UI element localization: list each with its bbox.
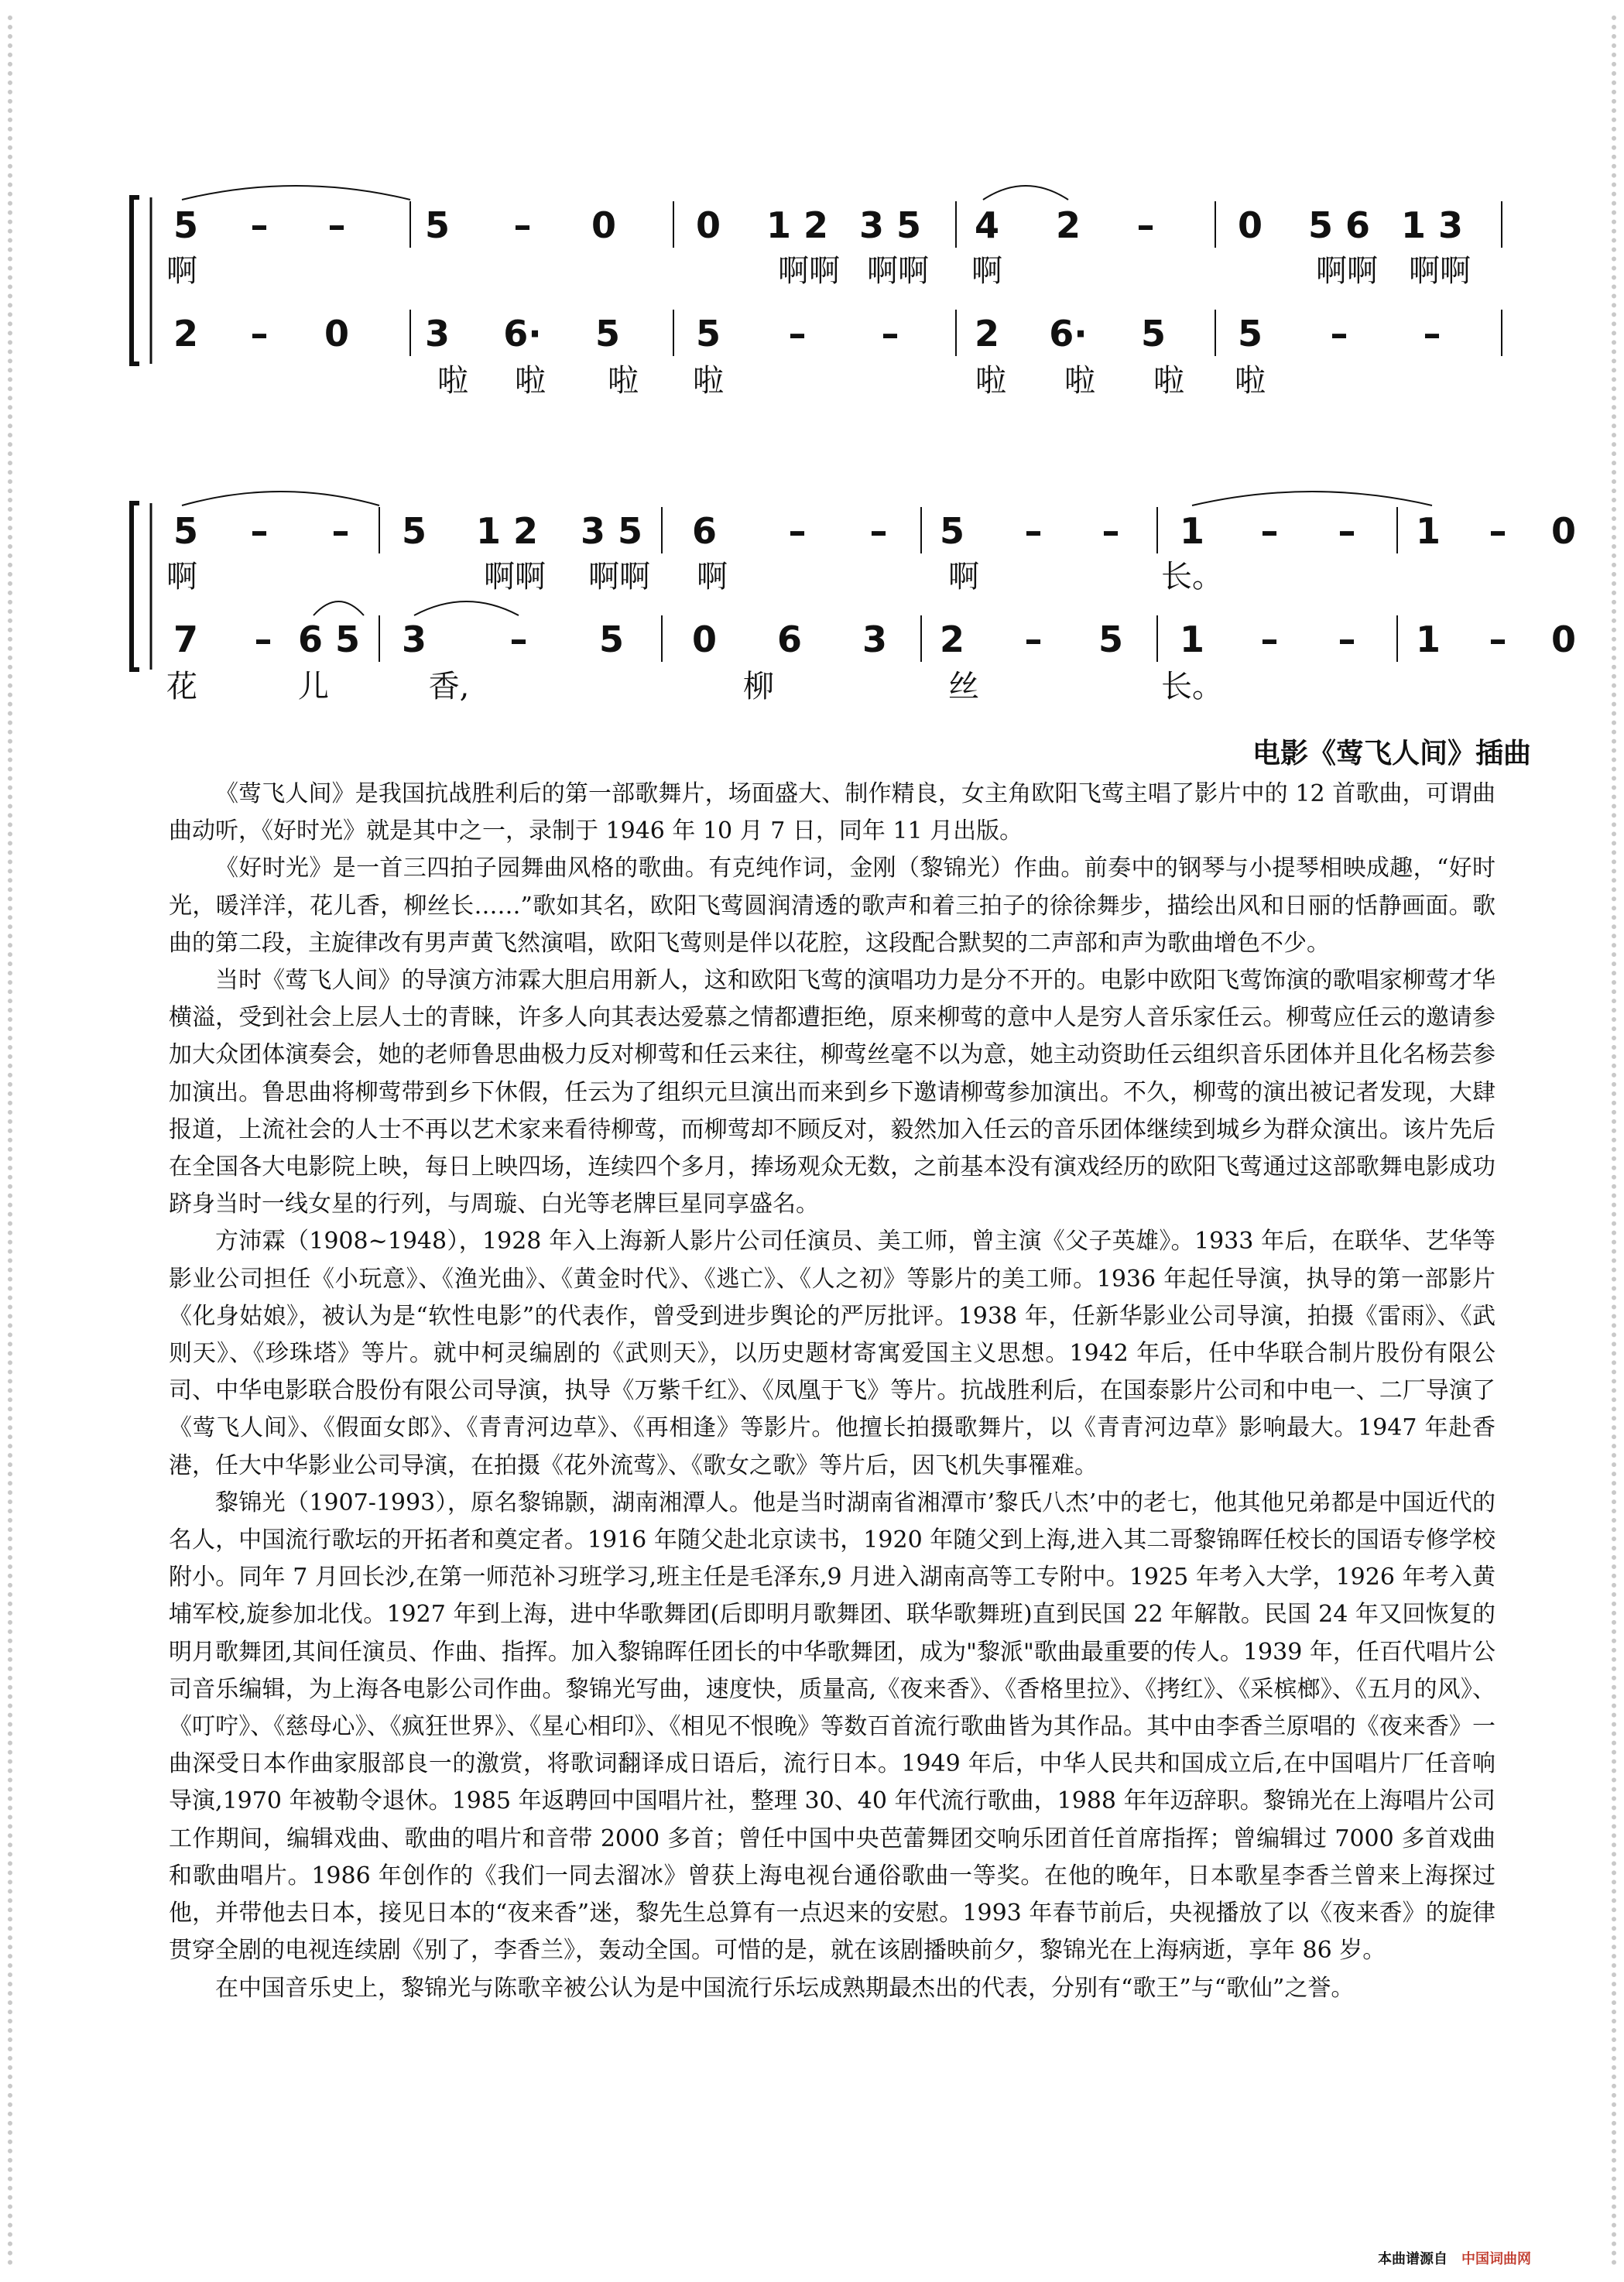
- jianpu-note: 2: [1055, 204, 1081, 246]
- music-score: [116, 163, 1577, 743]
- jianpu-note: 1 3: [1400, 204, 1464, 246]
- score-system-1: [116, 163, 1509, 426]
- slur-arc: [414, 601, 519, 615]
- jianpu-note: 0: [695, 204, 721, 246]
- lyric-syllable: 啦: [1153, 363, 1184, 399]
- jianpu-note: 3: [862, 618, 888, 660]
- article-paragraph: 当时《莺飞人间》的导演方沛霖大胆启用新人，这和欧阳飞莺的演唱功力是分不开的。电影中欧阳飞莺饰演的歌唱家柳莺才华横溢，受到社会上层人士的青睐，许多人向其表达爱慕之情都遭拒绝，原来柳莺的意中人是穷人音乐家任云。柳莺应任云的邀请参加大众团体演奏会，她的老师鲁思曲极力反对柳莺和任云来往，柳莺丝毫不以为意，她主动资助任云组织音乐团体并且化名杨芸参加演出。鲁思曲将柳莺带到乡下休假，任云为了组织元旦演出而来到乡下邀请柳莺参加演出。不久，柳莺的演出被记者发现，大肆报道，上流社会的人士不再以艺术家来看待柳莺，而柳莺却不顾反对，毅然加入任云的音乐团体继续到城乡为群众演出。该片先后在全国各大电影院上映，每日上映四场，连续四个多月，捧场观众无数，之前基本没有演戏经历的欧阳飞莺通过这部歌舞电影成功跻身当时一线女星的行列，与周璇、白光等老牌巨星同享盛名。: [169, 967, 1496, 1218]
- jianpu-note: 3: [424, 313, 451, 355]
- lyric-syllable: 啊啊: [1409, 253, 1471, 289]
- jianpu-note: 5: [1140, 313, 1167, 355]
- article-paragraph: 《好时光》是一首三四拍子园舞曲风格的歌曲。有克纯作词，金刚（黎锦光）作曲。前奏中的钢琴与小提琴相映成趣，“好时光，暖洋洋，花儿香，柳丝长……”歌如其名，欧阳飞莺圆润清透的歌声和着三拍子的徐徐舞步，描绘出风和日丽的恬静画面。歌曲的第二段，主旋律改有男声黄飞然演唱，欧阳飞莺则是伴以花腔，这段配合默契的二声部和声为歌曲增色不少。: [169, 855, 1496, 957]
- jianpu-note: 5: [1237, 313, 1263, 355]
- footer-brand-link[interactable]: 中国词曲网: [1461, 2251, 1531, 2267]
- lyric-syllable: 啊啊: [778, 253, 840, 289]
- lyric-syllable: 啦: [515, 363, 546, 399]
- jianpu-note: 1: [1179, 510, 1205, 552]
- jianpu-note: –: [1260, 618, 1279, 660]
- lyric-syllable: 花: [166, 669, 197, 704]
- jianpu-note: 2: [173, 313, 199, 355]
- jianpu-note: 5: [1098, 618, 1124, 660]
- jianpu-note: 0: [1237, 204, 1263, 246]
- jianpu-note: –: [881, 313, 899, 355]
- jianpu-note: 1: [1179, 618, 1205, 660]
- right-dotted-border: [1595, 15, 1616, 2267]
- jianpu-note: 0: [691, 618, 718, 660]
- jianpu-note: 4: [974, 204, 1000, 246]
- score-lines: [116, 163, 1509, 426]
- article-body: [169, 776, 1496, 2007]
- jianpu-note: –: [1423, 313, 1441, 355]
- lyric-syllable: 啊啊: [588, 559, 650, 594]
- jianpu-note: –: [1489, 618, 1507, 660]
- jianpu-note: –: [331, 510, 350, 552]
- jianpu-note: 5: [598, 618, 625, 660]
- lyric-syllable: 啦: [693, 363, 724, 399]
- source-footer: [1378, 2248, 1531, 2268]
- lyric-syllable: 啊: [166, 559, 197, 594]
- jianpu-note: 5: [594, 313, 621, 355]
- jianpu-note: 5: [173, 204, 199, 246]
- slur-arc: [1192, 492, 1432, 505]
- jianpu-note: 5: [695, 313, 721, 355]
- article-paragraph: 黎锦光（1907-1993），原名黎锦颢，湖南湘潭人。他是当时湖南省湘潭市’黎氏八杰’中的老七，他其他兄弟都是中国近代的名人，中国流行歌坛的开拓者和奠定者。1916 年随父赴北京读书，1920 年随父到上海,进入其二哥黎锦晖任校长的国语专修学校附小。同年 7 月回长沙,在第一师范补习班学习,班主任是毛泽东,9 月进入湖南高等工专附中。1925 年考入大学，1926 年考入黄埔军校,旋参加北伐。1927 年到上海，进中华歌舞团(后即明月歌舞团、联华歌舞班)直到民国 22 年解散。民国 24 年又回恢复的明月歌舞团,其间任演员、作曲、指挥。加入黎锦晖任团长的中华歌舞团，成为"黎派"歌曲最重要的传人。1939 年，任百代唱片公司音乐编辑，为上海各电影公司作曲。黎锦光写曲，速度快，质量高,《夜来香》、《香格里拉》、《拷红》、《采槟榔》、《五月的风》、《叮咛》、《慈母心》、《疯狂世界》、《星心相印》、《相见不恨晚》等数百首流行歌曲皆为其作品。其中由李香兰原唱的《夜来香》一曲深受日本作曲家服部良一的激赏，将歌词翻译成日语后，流行日本。1949 年后，中华人民共和国成立后,在中国唱片厂任音响导演,1970 年被勒令退休。1985 年返聘回中国唱片社，整理 30、40 年代流行歌曲，1988 年年迈辞职。黎锦光在上海唱片公司工作期间，编辑戏曲、歌曲的唱片和音带 2000 多首；曾任中国中央芭蕾舞团交响乐团首任首席指挥；曾编辑过 7000 多首戏曲和歌曲唱片。1986 年创作的《我们一同去溜冰》曾获上海电视台通俗歌曲一等奖。在他的晚年，日本歌星李香兰曾来上海探过他，并带他去日本，接见日本的“夜来香”迷，黎先生总算有一点迟来的安慰。1993 年春节前后，央视播放了以《夜来香》的旋律贯穿全剧的电视连续剧《别了，李香兰》，轰动全国。可惜的是，就在该剧播映前夕，黎锦光在上海病逝，享年 86 岁。: [169, 1489, 1496, 1965]
- lyric-syllable: 啦: [975, 363, 1006, 399]
- jianpu-note: 0: [1550, 510, 1577, 552]
- left-dotted-border: [8, 15, 29, 2267]
- lyric-syllable: 长。: [1161, 669, 1223, 704]
- lyric-syllable: 香,: [428, 669, 470, 704]
- slur-arc: [313, 601, 364, 615]
- lyric-syllable: 啊啊: [484, 559, 546, 594]
- jianpu-note: 6·: [1049, 313, 1088, 355]
- jianpu-note: –: [250, 510, 269, 552]
- score-system-2: [116, 468, 1577, 732]
- jianpu-note: –: [254, 618, 272, 660]
- jianpu-note: 1: [1415, 618, 1441, 660]
- lyric-syllable: 儿: [298, 669, 329, 704]
- lyric-syllable: 啊: [971, 253, 1002, 289]
- lyric-syllable: 丝: [948, 669, 979, 704]
- jianpu-note: 0: [591, 204, 617, 246]
- footer-source-label: 本曲谱源自: [1378, 2251, 1448, 2267]
- lyric-syllable: 啊: [166, 253, 197, 289]
- jianpu-note: –: [788, 313, 807, 355]
- slur-arc: [182, 492, 379, 505]
- lyric-syllable: 啦: [437, 363, 468, 399]
- jianpu-note: –: [250, 313, 269, 355]
- lyric-syllable: 啊啊: [1316, 253, 1378, 289]
- jianpu-note: 3 5: [858, 204, 922, 246]
- lyric-syllable: 啊: [697, 559, 728, 594]
- lyric-syllable: 啦: [608, 363, 639, 399]
- lyric-syllable: 啦: [1235, 363, 1266, 399]
- jianpu-note: 0: [1550, 618, 1577, 660]
- jianpu-note: 6·: [503, 313, 542, 355]
- jianpu-note: 5: [939, 510, 965, 552]
- jianpu-note: 5: [173, 510, 199, 552]
- jianpu-note: –: [513, 204, 532, 246]
- jianpu-note: –: [509, 618, 528, 660]
- article-paragraph: 在中国音乐史上，黎锦光与陈歌辛被公认为是中国流行乐坛成熟期最杰出的代表，分别有“歌王”与“歌仙”之誉。: [215, 1974, 1355, 2002]
- lyric-syllable: 柳: [743, 669, 774, 704]
- lyric-syllable: 啊: [948, 559, 979, 594]
- system-bracket: [132, 503, 139, 670]
- jianpu-note: 3 5: [580, 510, 643, 552]
- lyric-syllable: 啊啊: [867, 253, 929, 289]
- jianpu-note: –: [1024, 618, 1043, 660]
- article-paragraph: 方沛霖（1908~1948），1928 年入上海新人影片公司任演员、美工师，曾主演《父子英雄》。1933 年后，在联华、艺华等影业公司担任《小玩意》、《渔光曲》、《黄金时代》、《逃亡》、《人之初》等影片的美工师。1936 年起任导演，执导的第一部影片《化身姑娘》，被认为是“软性电影”的代表作，曾受到进步舆论的严厉批评。1938 年，任新华影业公司导演，拍摄《雷雨》、《武则天》、《珍珠塔》等片。就中柯灵编剧的《武则天》，以历史题材寄寓爱国主义思想。1942 年后，任中华联合制片股份有限公司、中华电影联合股份有限公司导演，执导《万紫千红》、《凤凰于飞》等片。抗战胜利后，在国泰影片公司和中电一、二厂导演了《莺飞人间》、《假面女郎》、《青青河边草》、《再相逢》等影片。他擅长拍摄歌舞片，以《青青河边草》影响最大。1947 年赴香港，任大中华影业公司导演，在拍摄《花外流莺》、《歌女之歌》等片后，因飞机失事罹难。: [169, 1228, 1496, 1479]
- jianpu-note: 5 6: [1307, 204, 1371, 246]
- slur-arc: [182, 186, 410, 200]
- slur-arc: [983, 186, 1068, 200]
- jianpu-note: –: [1102, 510, 1120, 552]
- jianpu-note: 0: [324, 313, 350, 355]
- jianpu-note: 1: [1415, 510, 1441, 552]
- jianpu-note: –: [1330, 313, 1348, 355]
- jianpu-note: –: [788, 510, 807, 552]
- jianpu-note: –: [1338, 618, 1356, 660]
- article-paragraph: 《莺飞人间》是我国抗战胜利后的第一部歌舞片，场面盛大、制作精良，女主角欧阳飞莺主唱了影片中的 12 首歌曲，可谓曲曲动听，《好时光》就是其中之一，录制于 1946 年 10 月 7 日，同年 11 月出版。: [169, 780, 1496, 845]
- jianpu-note: –: [250, 204, 269, 246]
- jianpu-note: 1 2: [475, 510, 539, 552]
- jianpu-note: 5: [401, 510, 427, 552]
- song-credit: 电影《莺飞人间》插曲: [1252, 738, 1531, 769]
- jianpu-note: 6: [776, 618, 803, 660]
- jianpu-note: –: [1338, 510, 1356, 552]
- jianpu-note: 5: [424, 204, 451, 246]
- jianpu-note: 6: [691, 510, 718, 552]
- jianpu-note: 7: [173, 618, 199, 660]
- jianpu-note: 3: [401, 618, 427, 660]
- jianpu-note: –: [1489, 510, 1507, 552]
- lyric-syllable: 长。: [1161, 559, 1223, 594]
- system-bracket: [132, 197, 139, 364]
- jianpu-note: –: [1024, 510, 1043, 552]
- jianpu-note: –: [869, 510, 888, 552]
- lyric-syllable: 啦: [1064, 363, 1095, 399]
- jianpu-note: 2: [974, 313, 1000, 355]
- jianpu-note: 1 2: [766, 204, 829, 246]
- jianpu-note: 2: [939, 618, 965, 660]
- jianpu-note: –: [1260, 510, 1279, 552]
- jianpu-note: –: [327, 204, 346, 246]
- jianpu-note: –: [1136, 204, 1155, 246]
- jianpu-note: 6 5: [297, 618, 361, 660]
